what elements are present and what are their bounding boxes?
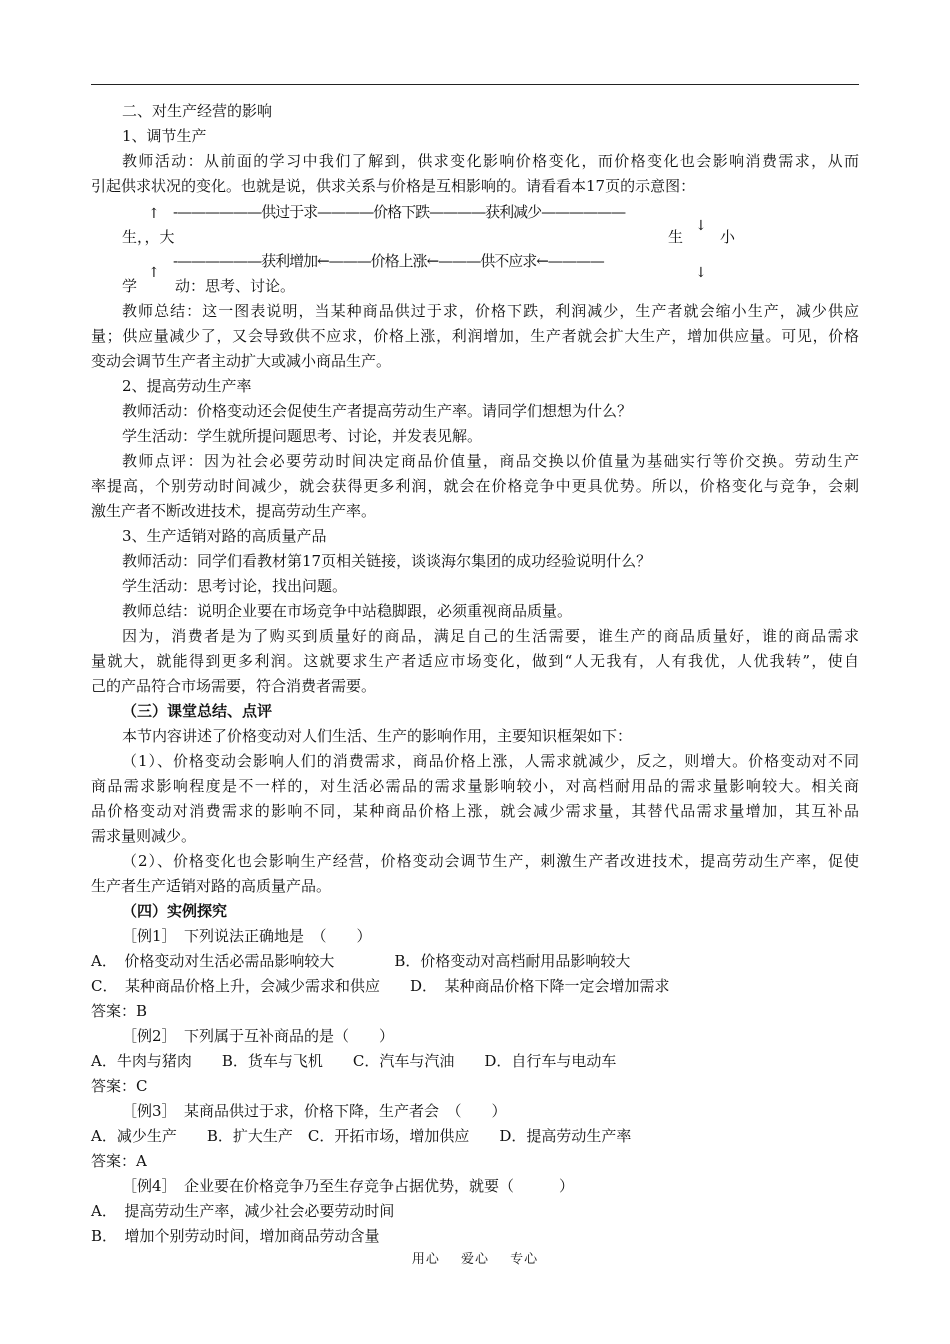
example-4-question: ［例4］ 企业要在价格竞争乃至生存竞争占据优势，就要（ ） <box>122 1177 575 1195</box>
teacher-summary-3: 教师总结：说明企业要在市场竞争中站稳脚跟，必须重视商品质量。 <box>122 602 573 620</box>
example-1-answer: 答案：B <box>91 1002 148 1020</box>
section-heading: 二、对生产经营的影响 <box>122 102 273 120</box>
teacher-comment-2a: 教师点评：因为社会必要劳动时间决定商品价值量，商品交换以价值量为基础实行等价交换。劳动生产 <box>122 452 859 470</box>
reason-paragraph-c: 己的产品符合市场需要，符合消费者需要。 <box>91 677 377 695</box>
example-2-question: ［例2］ 下列属于互补商品的是（ ） <box>122 1027 395 1045</box>
up-arrow-icon: ↑ <box>148 206 160 222</box>
example-1-question: ［例1］ 下列说法正确地是 （ ） <box>122 927 372 945</box>
diagram-right-fragment-2: 小 <box>720 228 736 246</box>
diagram-left-fragment-2: 学 <box>122 277 138 295</box>
example-4-option-a: A． 提高劳动生产率，减少社会必要劳动时间 <box>91 1202 395 1220</box>
example-2-options: A．牛肉与猪肉 B．货车与飞机 C．汽车与汽油 D．自行车与电动车 <box>91 1052 617 1070</box>
subheading-quality-products: 3、生产适销对路的高质量产品 <box>122 527 327 545</box>
teacher-activity-1b: 引起供求状况的变化。也就是说，供求关系与价格是互相影响的。请看看本17页的示意图： <box>91 177 696 195</box>
subheading-regulate-production: 1、调节生产 <box>122 127 207 145</box>
example-3-question: ［例3］ 某商品供过于求，价格下降，生产者会 （ ） <box>122 1102 507 1120</box>
footer-word-2: 爱心 <box>460 1252 489 1267</box>
summary-point-1c: 品价格变动对消费需求的影响不同，某种商品价格上涨，就会减少需求量，其替代品需求量增加，其互补品 <box>91 802 859 820</box>
header-rule <box>91 84 859 85</box>
example-3-answer: 答案：A <box>91 1152 147 1170</box>
subheading-productivity: 2、提高劳动生产率 <box>122 377 252 395</box>
class-summary-heading: （三）课堂总结、点评 <box>122 702 273 720</box>
summary-point-1d: 需求量则减少。 <box>91 827 197 845</box>
page-footer <box>0 1248 950 1267</box>
teacher-activity-1a: 教师活动：从前面的学习中我们了解到，供求变化影响价格变化，而价格变化也会影响消费需求，从而 <box>122 152 859 170</box>
summary-intro: 本节内容讲述了价格变动对人们生活、生产的影响作用，主要知识框架如下： <box>122 727 633 745</box>
summary-point-2a: （2）、价格变化也会影响生产经营，价格变动会调节生产，刺激生产者改进技术，提高劳动生产率，促使 <box>122 852 859 870</box>
summary-point-1b: 商品需求影响程度是不一样的，对生活必需品的需求量影响较小，对高档耐用品的需求量影响较大。相关商 <box>91 777 859 795</box>
example-4-option-b: B． 增加个别劳动时间，增加商品劳动含量 <box>91 1227 380 1245</box>
teacher-summary-1a: 教师总结：这一图表说明，当某种商品供过于求，价格下跌，利润减少，生产者就会缩小生产，减少供应 <box>122 302 859 320</box>
summary-point-2b: 生产者生产适销对路的高质量产品。 <box>91 877 332 895</box>
up-arrow-icon: ↑ <box>148 265 160 281</box>
reason-paragraph-a: 因为，消费者是为了购买到质量好的商品，满足自己的生活需要，谁生产的商品质量好，谁的商品需求 <box>122 627 859 645</box>
diagram-bottom-row: -——————获利增加←———价格上涨←———供不应求←———— <box>173 252 604 270</box>
teacher-comment-2c: 激生产者不断改进技术，提高劳动生产率。 <box>91 502 377 520</box>
footer-word-3: 专心 <box>510 1252 539 1267</box>
teacher-activity-3: 教师活动：同学们看教材第17页相关链接，谈谈海尔集团的成功经验说明什么？ <box>122 552 652 570</box>
footer-word-1: 用心 <box>411 1252 440 1267</box>
teacher-activity-2: 教师活动：价格变动还会促使生产者提高劳动生产率。请同学们想想为什么？ <box>122 402 633 420</box>
student-activity-2: 学生活动：学生就所提问题思考、讨论，并发表见解。 <box>122 427 483 445</box>
diagram-right-fragment-1: 生 <box>668 228 684 246</box>
teacher-summary-1c: 变动会调节生产者主动扩大或减小商品生产。 <box>91 352 392 370</box>
example-1-options-cd: C． 某种商品价格上升，会减少需求和供应 D． 某种商品价格下降一定会增加需求 <box>91 977 670 995</box>
down-arrow-icon: ↓ <box>695 218 707 234</box>
examples-heading: （四）实例探究 <box>122 902 228 920</box>
down-arrow-icon: ↓ <box>695 265 707 281</box>
diagram-top-row: -——————供过于求————价格下跌————获利减少—————— <box>173 203 626 221</box>
teacher-comment-2b: 率提高，个别劳动时间减少，就会获得更多利润，就会在价格竞争中更具优势。所以，价格变化与竞争，会刺 <box>91 477 859 495</box>
diagram-left-fragment: 生，，大 <box>122 228 175 246</box>
example-3-options: A．减少生产 B．扩大生产 C．开拓市场，增加供应 D．提高劳动生产率 <box>91 1127 632 1145</box>
reason-paragraph-b: 量就大，就能得到更多利润。这就要求生产者适应市场变化，做到“人无我有，人有我优，人优我转”，使自 <box>91 652 859 670</box>
teacher-summary-1b: 量；供应量减少了，又会导致供不应求，价格上涨，利润增加，生产者就会扩大生产，增加供应量。可见，价格 <box>91 327 859 345</box>
example-2-answer: 答案：C <box>91 1077 148 1095</box>
student-activity-discuss: 动：思考、讨论。 <box>175 277 296 295</box>
example-1-options-ab: A． 价格变动对生活必需品影响较大 B．价格变动对高档耐用品影响较大 <box>91 952 631 970</box>
summary-point-1a: （1）、价格变动会影响人们的消费需求，商品价格上涨，人需求就减少，反之，则增大。价格变动对不同 <box>122 752 859 770</box>
student-activity-3: 学生活动：思考讨论，找出问题。 <box>122 577 348 595</box>
